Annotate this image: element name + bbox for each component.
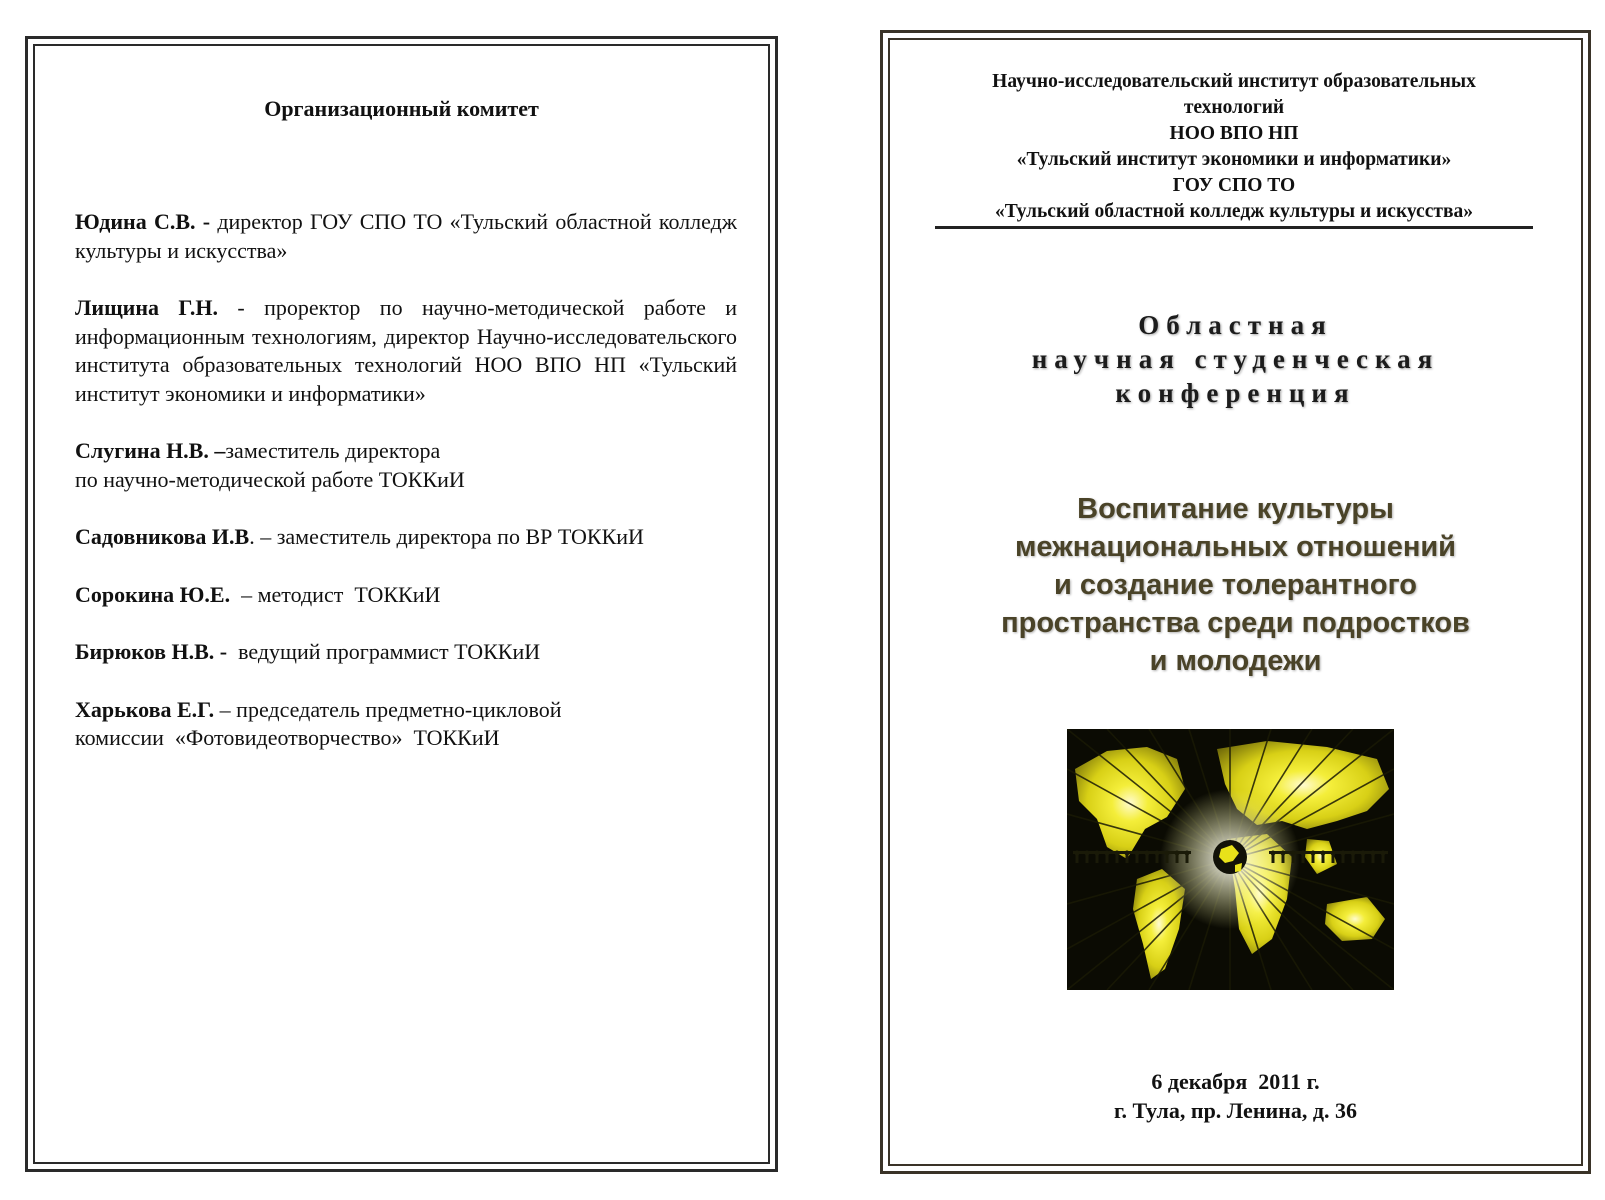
conference-type-line: научная студенческая <box>1031 344 1440 374</box>
event-details <box>890 1067 1581 1125</box>
member-role: – методист ТОККиИ <box>230 581 441 607</box>
event-date: 6 декабря 2011 г. <box>1151 1069 1320 1094</box>
member-role: - проректор по научно-методической работе и информационным технологиям, директор Научно-исследовательского института образовательных технологий НОО ВПО НП «Тульский институт экономики и информатики» <box>75 295 737 406</box>
member-name: Лищина Г.Н. <box>75 295 219 320</box>
organizer-line: Научно-исследовательский институт образовательных <box>992 71 1476 92</box>
member-role-continued: по научно-методической работе ТОККиИ <box>75 466 465 492</box>
committee-member <box>75 294 737 408</box>
conference-type-line: конференция <box>1115 378 1356 408</box>
organizer-line: НОО ВПО НП <box>1169 123 1299 144</box>
committee-member <box>75 696 737 753</box>
committee-member <box>75 638 737 667</box>
committee-title: Организационный комитет <box>264 96 539 121</box>
member-role: – председатель предметно-цикловой <box>214 696 562 722</box>
conference-title-line: и создание толерантного <box>1053 569 1417 601</box>
committee-member <box>75 208 737 265</box>
conference-title-line: межнациональных отношений <box>1014 531 1457 563</box>
member-name: Сорокина Ю.Е. <box>75 581 231 607</box>
member-name: Слугина Н.В. – <box>75 438 226 463</box>
member-name: Садовникова И.В <box>75 524 250 549</box>
organizers-header <box>935 69 1533 225</box>
conference-title-line: Воспитание культуры <box>1077 493 1394 525</box>
member-role: директор ГОУ СПО ТО «Тульский областной колледж культуры и искусства» <box>75 209 737 263</box>
conference-title-line: пространства среди подростков <box>1001 607 1470 639</box>
member-role: ведущий программист ТОККиИ <box>227 639 541 664</box>
committee-member <box>75 581 737 610</box>
member-name: Харькова Е.Г. <box>75 696 215 722</box>
committee-member <box>75 523 737 552</box>
conference-type-line: Областная <box>1138 310 1333 340</box>
world-unity-image <box>1067 729 1394 990</box>
cover-page-frame <box>888 38 1583 1166</box>
member-name: Юдина С.В. - <box>75 209 211 234</box>
member-role-continued: комиссии «Фотовидеотворчество» ТОККиИ <box>75 725 500 750</box>
organizer-line: «Тульский областной колледж культуры и искусства» <box>995 201 1473 222</box>
conference-title-line: и молодежи <box>1149 645 1322 677</box>
member-name: Бирюков Н.В. - <box>75 639 228 664</box>
member-role: . – заместитель директора по ВР ТОККиИ <box>249 524 644 549</box>
cover-page <box>880 30 1591 1174</box>
conference-title <box>890 490 1581 680</box>
member-role: заместитель директора <box>225 438 441 463</box>
event-address: г. Тула, пр. Ленина, д. 36 <box>1114 1098 1357 1123</box>
organizer-line: «Тульский институт экономики и информатики» <box>1016 149 1452 170</box>
committee-page-frame <box>33 44 770 1164</box>
conference-type <box>890 308 1581 410</box>
organizer-line: ГОУ СПО ТО <box>1172 175 1296 196</box>
committee-page <box>25 36 778 1172</box>
committee-member <box>75 437 737 494</box>
header-divider <box>935 226 1533 229</box>
committee-member-list <box>75 208 737 782</box>
organizer-line: технологий <box>1183 97 1285 118</box>
